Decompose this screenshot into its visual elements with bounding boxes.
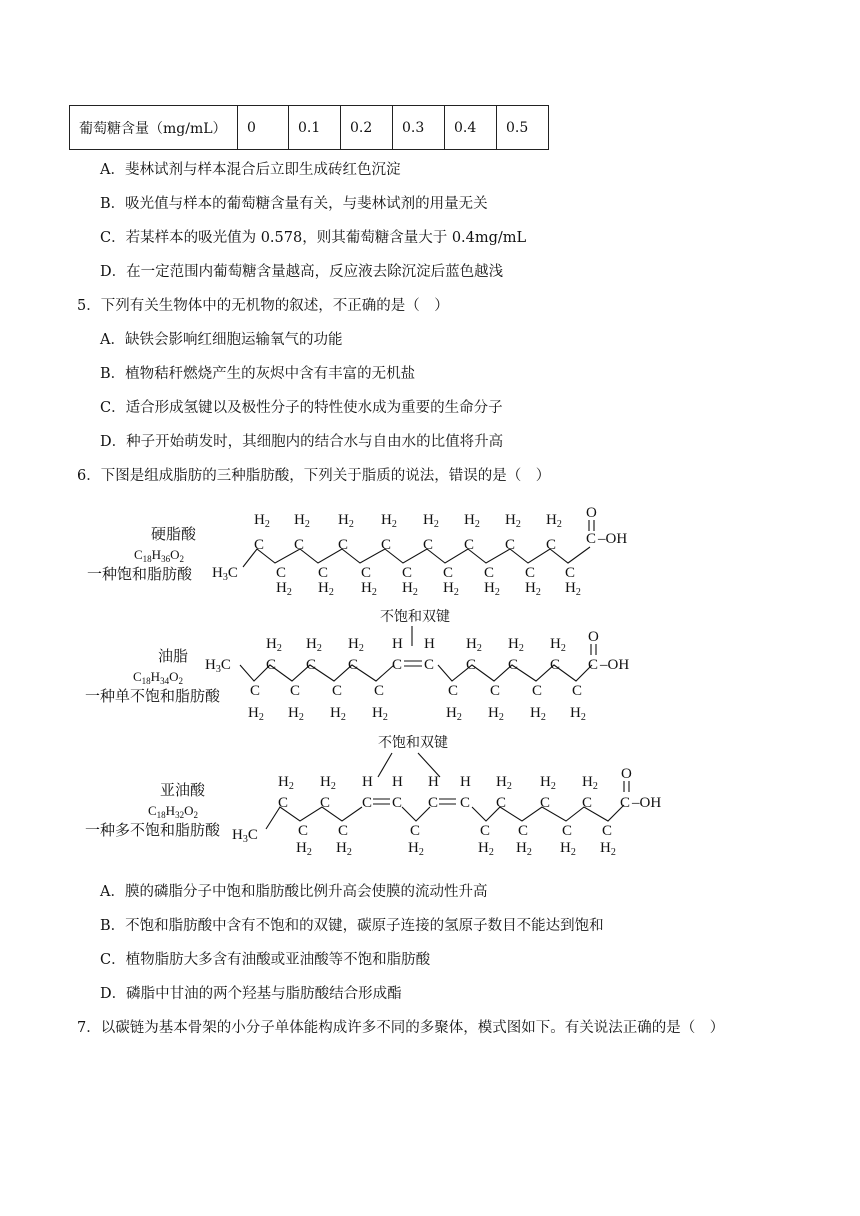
svg-text:H2: $H_2$	[582, 774, 598, 792]
svg-text:C: C	[306, 657, 317, 673]
svg-text:H2: $H_2$	[496, 774, 512, 792]
svg-text:H2: $H_2$	[254, 512, 270, 530]
svg-text:C: C	[392, 657, 403, 673]
svg-text:C: C	[392, 795, 403, 811]
q7-stem: 7．以碳链为基本骨架的小分子单体能构成许多不同的多聚体，模式图如下。有关说法正确的是（ ）	[77, 1020, 725, 1036]
svg-text:C: C	[443, 565, 454, 581]
svg-text:C: C	[582, 795, 593, 811]
svg-text:H2: $H_2$	[408, 840, 424, 858]
svg-text:H2: $H_2$	[565, 580, 581, 598]
q6-option-a: A．膜的磷脂分子中饱和脂肪酸比例升高会使膜的流动性升高	[100, 884, 488, 900]
q6-option-d: D．磷脂中甘油的两个羟基与脂肪酸结合形成酯	[100, 986, 402, 1002]
svg-text:C: C	[572, 683, 583, 699]
svg-text:C: C	[532, 683, 543, 699]
svg-text:H2: $H_2$	[348, 636, 364, 654]
svg-text:H2: $H_2$	[488, 705, 504, 723]
svg-text:H2: $H_2$	[320, 774, 336, 792]
svg-text:C: C	[362, 795, 373, 811]
svg-text:H2: $H_2$	[466, 636, 482, 654]
q4-option-b: B．吸光值与样本的葡萄糖含量有关，与斐林试剂的用量无关	[100, 196, 488, 212]
svg-text:C: C	[464, 537, 475, 553]
svg-text:C: C	[496, 795, 507, 811]
table-cell: 0.5	[497, 106, 549, 150]
svg-text:H: H	[424, 636, 435, 652]
svg-text:C: C	[466, 657, 477, 673]
svg-text:C: C	[290, 683, 301, 699]
svg-text:H2: $H_2$	[484, 580, 500, 598]
svg-text:C: C	[381, 537, 392, 553]
svg-text:C: C	[508, 657, 519, 673]
svg-text:C: C	[505, 537, 516, 553]
svg-text:H2: $H_2$	[318, 580, 334, 598]
fatty-acid-figure	[0, 495, 860, 870]
acid3-formula: $C_{18}H_{32}O_2$	[148, 803, 198, 820]
acid3-name: 亚油酸	[160, 781, 206, 799]
svg-text:H2: $H_2$	[276, 580, 292, 598]
svg-text:H: H	[428, 774, 439, 790]
svg-text:H2: $H_2$	[381, 512, 397, 530]
svg-text:H2: $H_2$	[600, 840, 616, 858]
svg-text:C: C	[540, 795, 551, 811]
svg-text:C: C	[276, 565, 287, 581]
svg-text:H2: $H_2$	[361, 580, 377, 598]
svg-text:C: C	[266, 657, 277, 673]
svg-text:C: C	[298, 823, 309, 839]
table-cell: 0.2	[341, 106, 393, 150]
svg-text:C: C	[620, 795, 631, 811]
svg-text:H2: $H_2$	[516, 840, 532, 858]
svg-text:H2: $H_2$	[294, 512, 310, 530]
svg-text:H2: $H_2$	[443, 580, 459, 598]
svg-text:C: C	[460, 795, 471, 811]
svg-text:H2: $H_2$	[306, 636, 322, 654]
table-row	[70, 106, 549, 150]
svg-text:C: C	[402, 565, 413, 581]
svg-text:C: C	[480, 823, 491, 839]
svg-text:H2: $H_2$	[288, 705, 304, 723]
svg-text:C: C	[484, 565, 495, 581]
svg-text:C: C	[518, 823, 529, 839]
table-cell: 0.4	[445, 106, 497, 150]
table-cell: 0	[238, 106, 289, 150]
svg-text:C: C	[546, 537, 557, 553]
linoleic-acid-structure	[232, 766, 661, 858]
svg-text:H2: $H_2$	[546, 512, 562, 530]
svg-text:H2: $H_2$	[372, 705, 388, 723]
q6-option-b: B．不饱和脂肪酸中含有不饱和的双键，碳原子连接的氢原子数目不能达到饱和	[100, 918, 604, 934]
svg-text:C: C	[254, 537, 265, 553]
svg-text:C: C	[586, 531, 597, 547]
svg-text:C: C	[565, 565, 576, 581]
svg-text:C: C	[448, 683, 459, 699]
acid2-type: 一种单不饱和脂肪酸	[85, 687, 221, 705]
svg-text:H2: $H_2$	[338, 512, 354, 530]
svg-text:C: C	[423, 537, 434, 553]
svg-text:H2: $H_2$	[570, 705, 586, 723]
acid3-type: 一种多不饱和脂肪酸	[85, 821, 221, 839]
svg-text:C: C	[348, 657, 359, 673]
svg-text:O: O	[588, 629, 599, 645]
svg-text:C: C	[490, 683, 501, 699]
acid1-type: 一种饱和脂肪酸	[87, 565, 193, 583]
svg-text:H3C: $H_3C$	[212, 565, 238, 583]
svg-text:C: C	[602, 823, 613, 839]
svg-text:C: C	[294, 537, 305, 553]
svg-text:H2: $H_2$	[336, 840, 352, 858]
q4-option-d: D．在一定范围内葡萄糖含量越高，反应液去除沉淀后蓝色越浅	[100, 264, 504, 280]
svg-text:H2: $H_2$	[505, 512, 521, 530]
acid2-name: 油脂	[158, 647, 189, 665]
svg-text:C: C	[550, 657, 561, 673]
svg-text:C: C	[318, 565, 329, 581]
svg-text:–OH: –OH	[600, 657, 630, 673]
svg-text:H2: $H_2$	[296, 840, 312, 858]
svg-text:H2: $H_2$	[525, 580, 541, 598]
q5-option-a: A．缺铁会影响红细胞运输氧气的功能	[100, 332, 343, 348]
svg-text:H3C: $H_3C$	[205, 657, 231, 675]
svg-text:C: C	[338, 537, 349, 553]
svg-text:–OH: –OH	[598, 531, 628, 547]
svg-text:H2: $H_2$	[278, 774, 294, 792]
svg-text:H2: $H_2$	[508, 636, 524, 654]
svg-text:C: C	[374, 683, 385, 699]
svg-text:C: C	[410, 823, 421, 839]
q4-option-c: C．若某样本的吸光值为 0.578，则其葡萄糖含量大于 0.4mg/mL	[100, 230, 527, 246]
table-cell: 0.1	[289, 106, 341, 150]
svg-text:H2: $H_2$	[402, 580, 418, 598]
svg-text:C: C	[428, 795, 439, 811]
annotation-double-bond-1: 不饱和双键	[380, 609, 450, 625]
svg-text:C: C	[250, 683, 261, 699]
q5-option-b: B．植物秸秆燃烧产生的灰烬中含有丰富的无机盐	[100, 366, 416, 382]
svg-text:H: H	[392, 636, 403, 652]
q6-option-c: C．植物脂肪大多含有油酸或亚油酸等不饱和脂肪酸	[100, 952, 431, 968]
acid2-formula: $C_{18}H_{34}O_2$	[133, 669, 183, 686]
table-cell: 0.3	[393, 106, 445, 150]
q5-option-d: D．种子开始萌发时，其细胞内的结合水与自由水的比值将升高	[100, 434, 504, 450]
oleic-acid-structure	[205, 629, 629, 723]
svg-text:H2: $H_2$	[478, 840, 494, 858]
svg-text:C: C	[332, 683, 343, 699]
svg-text:H2: $H_2$	[530, 705, 546, 723]
svg-text:H2: $H_2$	[248, 705, 264, 723]
acid1-formula: $C_{18}H_{36}O_2$	[134, 547, 184, 564]
svg-text:C: C	[424, 657, 435, 673]
svg-text:C: C	[588, 657, 599, 673]
annotation-double-bond-2: 不饱和双键	[378, 735, 448, 751]
svg-text:C: C	[320, 795, 331, 811]
acid1-name: 硬脂酸	[151, 525, 197, 543]
svg-text:H3C: $H_3C$	[232, 827, 258, 845]
svg-text:C: C	[278, 795, 289, 811]
stearic-acid-structure	[212, 505, 627, 598]
svg-text:H: H	[460, 774, 471, 790]
svg-text:–OH: –OH	[632, 795, 662, 811]
svg-text:H2: $H_2$	[266, 636, 282, 654]
svg-text:H: H	[362, 774, 373, 790]
svg-text:H2: $H_2$	[540, 774, 556, 792]
svg-text:O: O	[621, 766, 632, 782]
glucose-table	[69, 105, 549, 150]
q6-stem: 6．下图是组成脂肪的三种脂肪酸，下列关于脂质的说法，错误的是（ ）	[77, 468, 551, 484]
svg-text:H2: $H_2$	[560, 840, 576, 858]
svg-text:H: H	[392, 774, 403, 790]
q5-option-c: C．适合形成氢键以及极性分子的特性使水成为重要的生命分子	[100, 400, 503, 416]
svg-text:H2: $H_2$	[550, 636, 566, 654]
svg-text:O: O	[586, 505, 597, 521]
svg-text:H2: $H_2$	[423, 512, 439, 530]
svg-text:C: C	[338, 823, 349, 839]
table-header-cell: 葡萄糖含量（mg/mL）	[70, 106, 238, 150]
svg-text:H2: $H_2$	[330, 705, 346, 723]
svg-text:H2: $H_2$	[464, 512, 480, 530]
svg-text:H2: $H_2$	[446, 705, 462, 723]
q4-option-a: A．斐林试剂与样本混合后立即生成砖红色沉淀	[100, 162, 401, 178]
q5-stem: 5．下列有关生物体中的无机物的叙述，不正确的是（ ）	[77, 298, 449, 314]
svg-text:C: C	[562, 823, 573, 839]
svg-text:C: C	[525, 565, 536, 581]
svg-text:C: C	[361, 565, 372, 581]
